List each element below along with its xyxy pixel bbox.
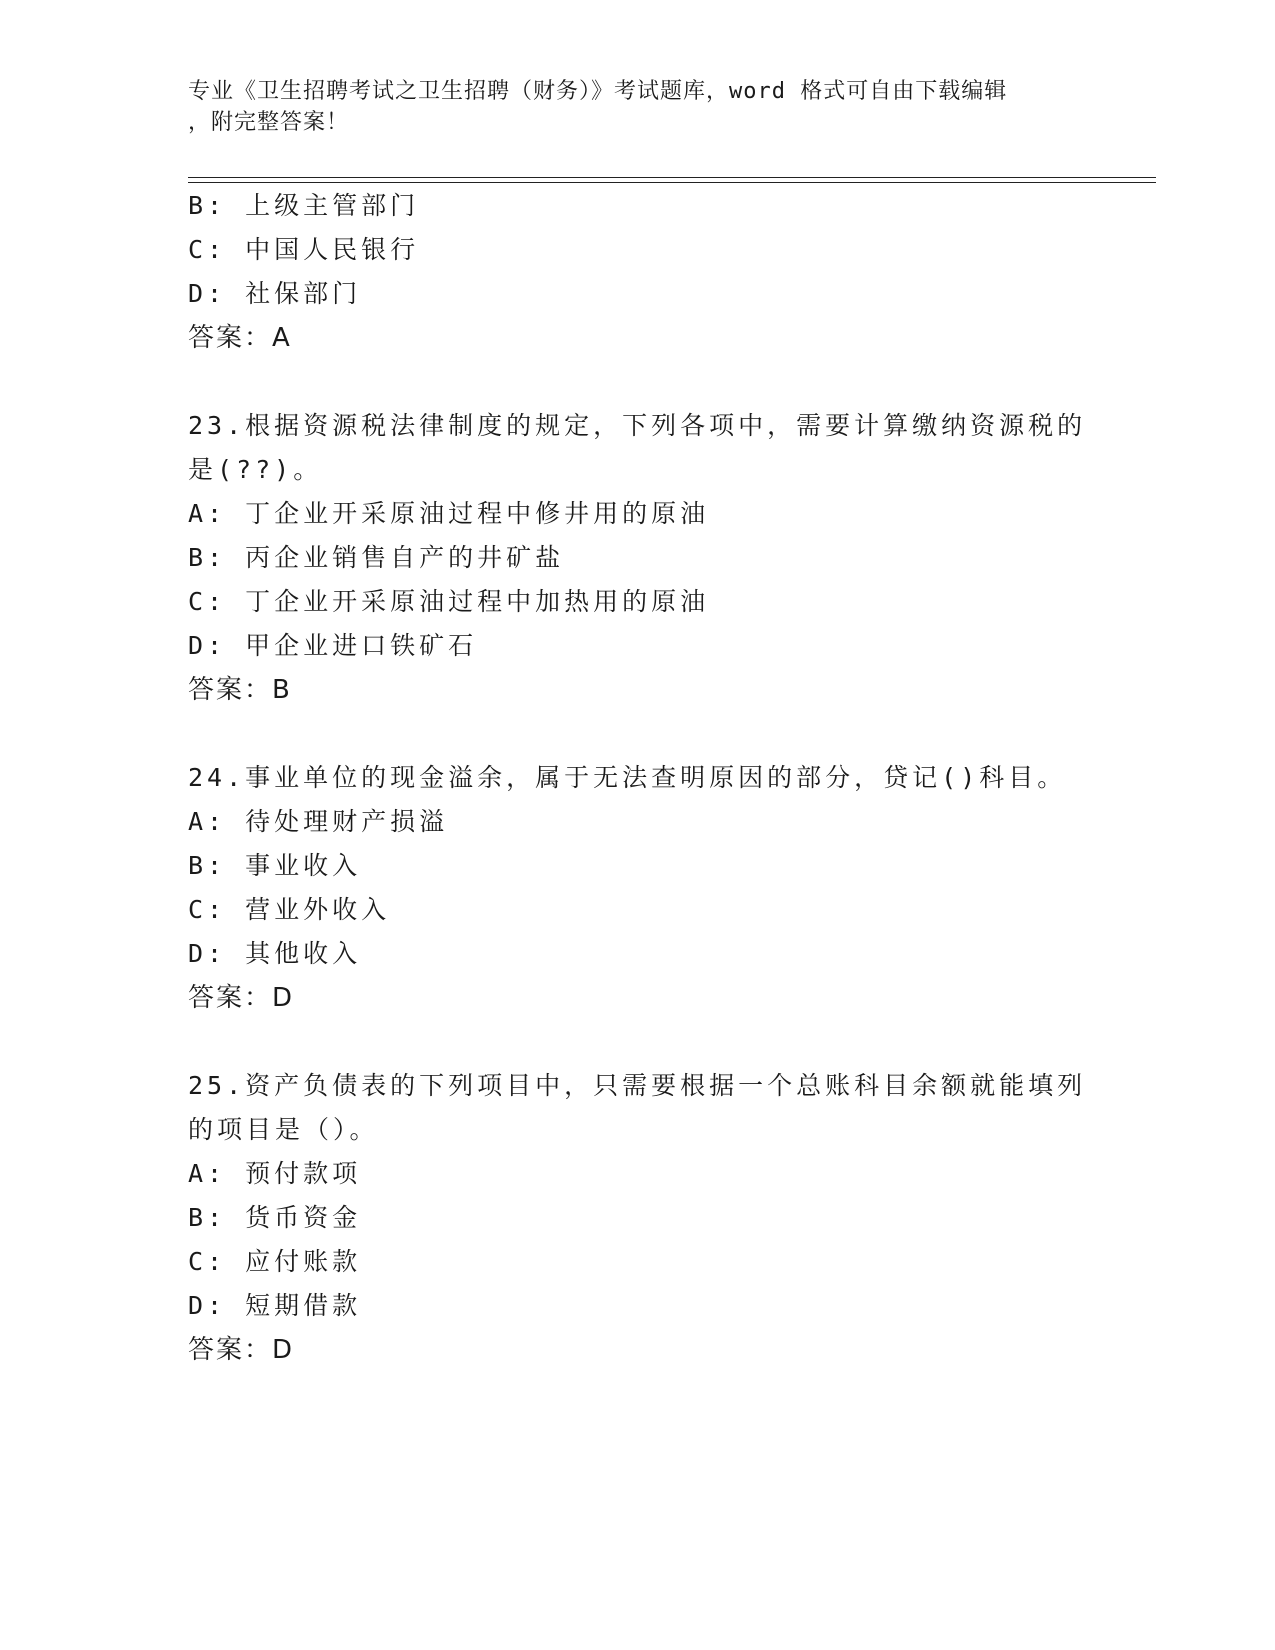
q24-answer: 答案：D (188, 983, 295, 1013)
q24-option-a: A: 待处理财产损溢 (188, 807, 449, 836)
q22-option-d: D: 社保部门 (188, 279, 362, 308)
q25-answer: 答案：D (188, 1335, 295, 1365)
q23-question-line-2: 是(??)。 (188, 455, 323, 484)
q24-option-b: B: 事业收入 (188, 851, 362, 880)
q23-option-d: D: 甲企业进口铁矿石 (188, 631, 478, 660)
q24-option-d: D: 其他收入 (188, 939, 362, 968)
q23-answer: 答案：B (188, 675, 292, 705)
header-rule-bottom (188, 182, 1156, 183)
q24-question-line-1: 24.事业单位的现金溢余，属于无法查明原因的部分，贷记()科目。 (188, 763, 1067, 792)
header-line-2: ，附完整答案！ (188, 110, 350, 135)
q22-answer: 答案：A (188, 323, 292, 353)
q23-option-a: A: 丁企业开采原油过程中修井用的原油 (188, 499, 710, 528)
q22-option-b: B: 上级主管部门 (188, 191, 420, 220)
header-rule-top (188, 177, 1156, 178)
q25-option-d: D: 短期借款 (188, 1291, 362, 1320)
q23-option-b: B: 丙企业销售自产的井矿盐 (188, 543, 565, 572)
document-header (188, 76, 1068, 138)
q22-option-c: C: 中国人民银行 (188, 235, 420, 264)
q25-option-c: C: 应付账款 (188, 1247, 362, 1276)
q25-question-line-2: 的项目是（）。 (188, 1115, 379, 1144)
q23-question-line-1: 23.根据资源税法律制度的规定，下列各项中，需要计算缴纳资源税的 (188, 411, 1087, 440)
q23-option-c: C: 丁企业开采原油过程中加热用的原油 (188, 587, 710, 616)
q24-option-c: C: 营业外收入 (188, 895, 391, 924)
q25-question-line-1: 25.资产负债表的下列项目中，只需要根据一个总账科目余额就能填列 (188, 1071, 1087, 1100)
header-line-1: 专业《卫生招聘考试之卫生招聘（财务）》考试题库，word 格式可自由下载编辑 (188, 79, 1008, 104)
q25-option-b: B: 货币资金 (188, 1203, 362, 1232)
q25-option-a: A: 预付款项 (188, 1159, 362, 1188)
